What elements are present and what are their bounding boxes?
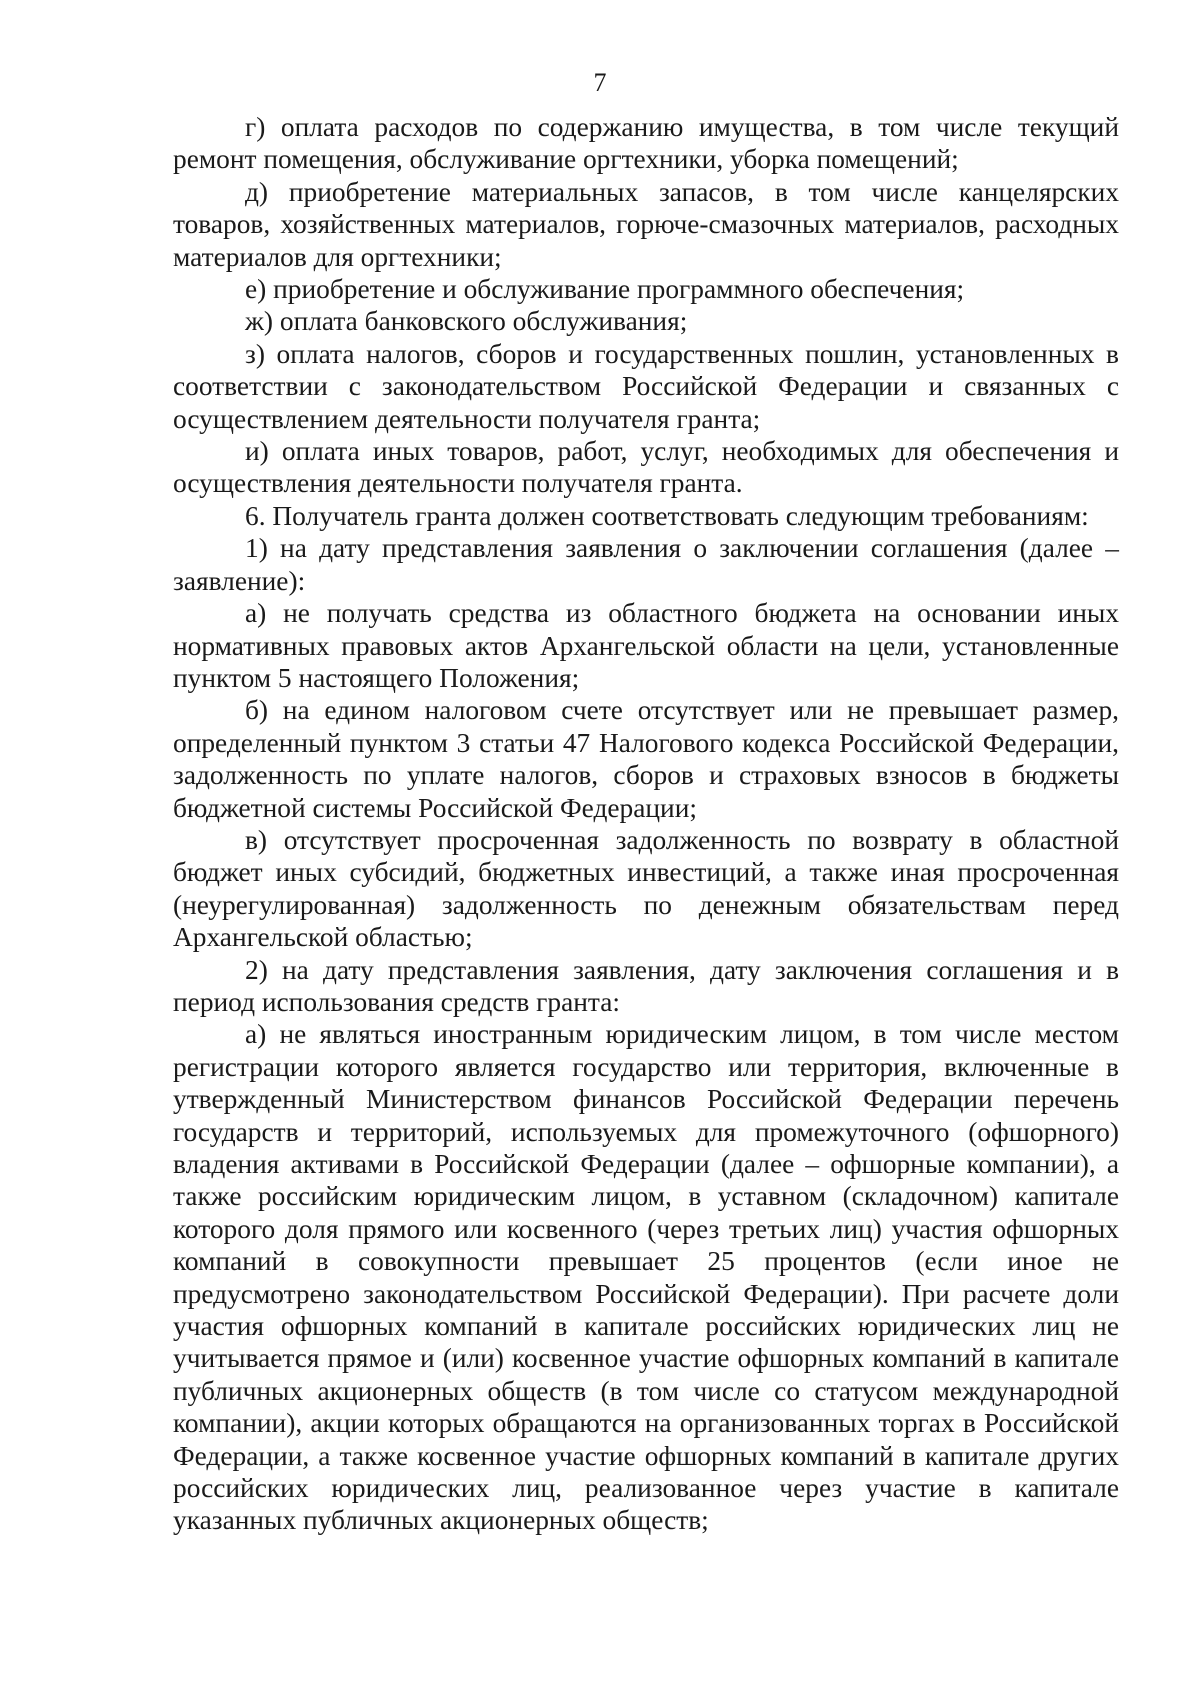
paragraph-a-not-offshore-company: а) не являться иностранным юридическим лицом, в том числе местом регистрации которого является государство или территория, включенные в утвержденный Министерством финансов Российской Федерации перечень государств и территорий, используемых для промежуточного (офшорного) владения активами в Российской Федерации (далее – офшорные компании), а также российским юридическим лицом, в уставном (складочном) капитале которого доля прямого или косвенного (через третьих лиц) участия офшорных компаний в совокупности превышает 25 процентов (если иное не предусмотрено законодательством Российской Федерации). При расчете доли участия офшорных компаний в капитале российских юридических лиц не учитывается прямое и (или) косвенное участие офшорных компаний в капитале публичных акционерных обществ (в том числе со статусом международной компании), акции которых обращаются на организованных торгах в Российской Федерации, а также косвенное участие офшорных компаний в капитале других российских юридических лиц, реализованное через участие в капитале указанных публичных акционерных обществ; [173, 1019, 1119, 1536]
paragraph-g-property-maintenance: г) оплата расходов по содержанию имущества, в том числе текущий ремонт помещения, обслуживание оргтехники, уборка помещений; [173, 112, 1119, 175]
page-number: 7 [593, 68, 607, 97]
paragraph-i-other-goods-services: и) оплата иных товаров, работ, услуг, необходимых для обеспечения и осуществления деятельности получателя гранта. [173, 436, 1119, 499]
document-body [173, 111, 1119, 1537]
paragraph-a-no-regional-budget-funds: а) не получать средства из областного бюджета на основании иных нормативных правовых актов Архангельской области на цели, установленные пунктом 5 настоящего Положения; [173, 598, 1119, 693]
paragraph-v-no-overdue-debt: в) отсутствует просроченная задолженность по возврату в областной бюджет иных субсидий, бюджетных инвестиций, а также иная просроченная (неурегулированная) задолженность по денежным обязательствам перед Архангельской областью; [173, 824, 1119, 953]
paragraph-1-application-date: 1) на дату представления заявления о заключении соглашения (далее – заявление): [173, 533, 1119, 596]
paragraph-b-tax-account-debt: б) на едином налоговом счете отсутствует или не превышает размер, определенный пунктом 3 статьи 47 Налогового кодекса Российской Федерации, задолженность по уплате налогов, сборов и страховых взносов в бюджеты бюджетной системы Российской Федерации; [173, 695, 1119, 823]
paragraph-6-grant-recipient-requirements: 6. Получатель гранта должен соответствовать следующим требованиям: [245, 500, 1089, 531]
paragraph-zh-banking-services: ж) оплата банковского обслуживания; [245, 306, 688, 337]
paragraph-e-software: е) приобретение и обслуживание программного обеспечения; [245, 274, 965, 305]
paragraph-d-material-supplies: д) приобретение материальных запасов, в том числе канцелярских товаров, хозяйственных материалов, горюче-смазочных материалов, расходных материалов для оргтехники; [173, 176, 1119, 272]
paragraph-z-taxes-and-fees: з) оплата налогов, сборов и государственных пошлин, установленных в соответствии с законодательством Российской Федерации и связанных с осуществлением деятельности получателя гранта; [173, 338, 1119, 434]
paragraph-2-grant-usage-period: 2) на дату представления заявления, дату заключения соглашения и в период использования средств гранта: [173, 954, 1119, 1017]
